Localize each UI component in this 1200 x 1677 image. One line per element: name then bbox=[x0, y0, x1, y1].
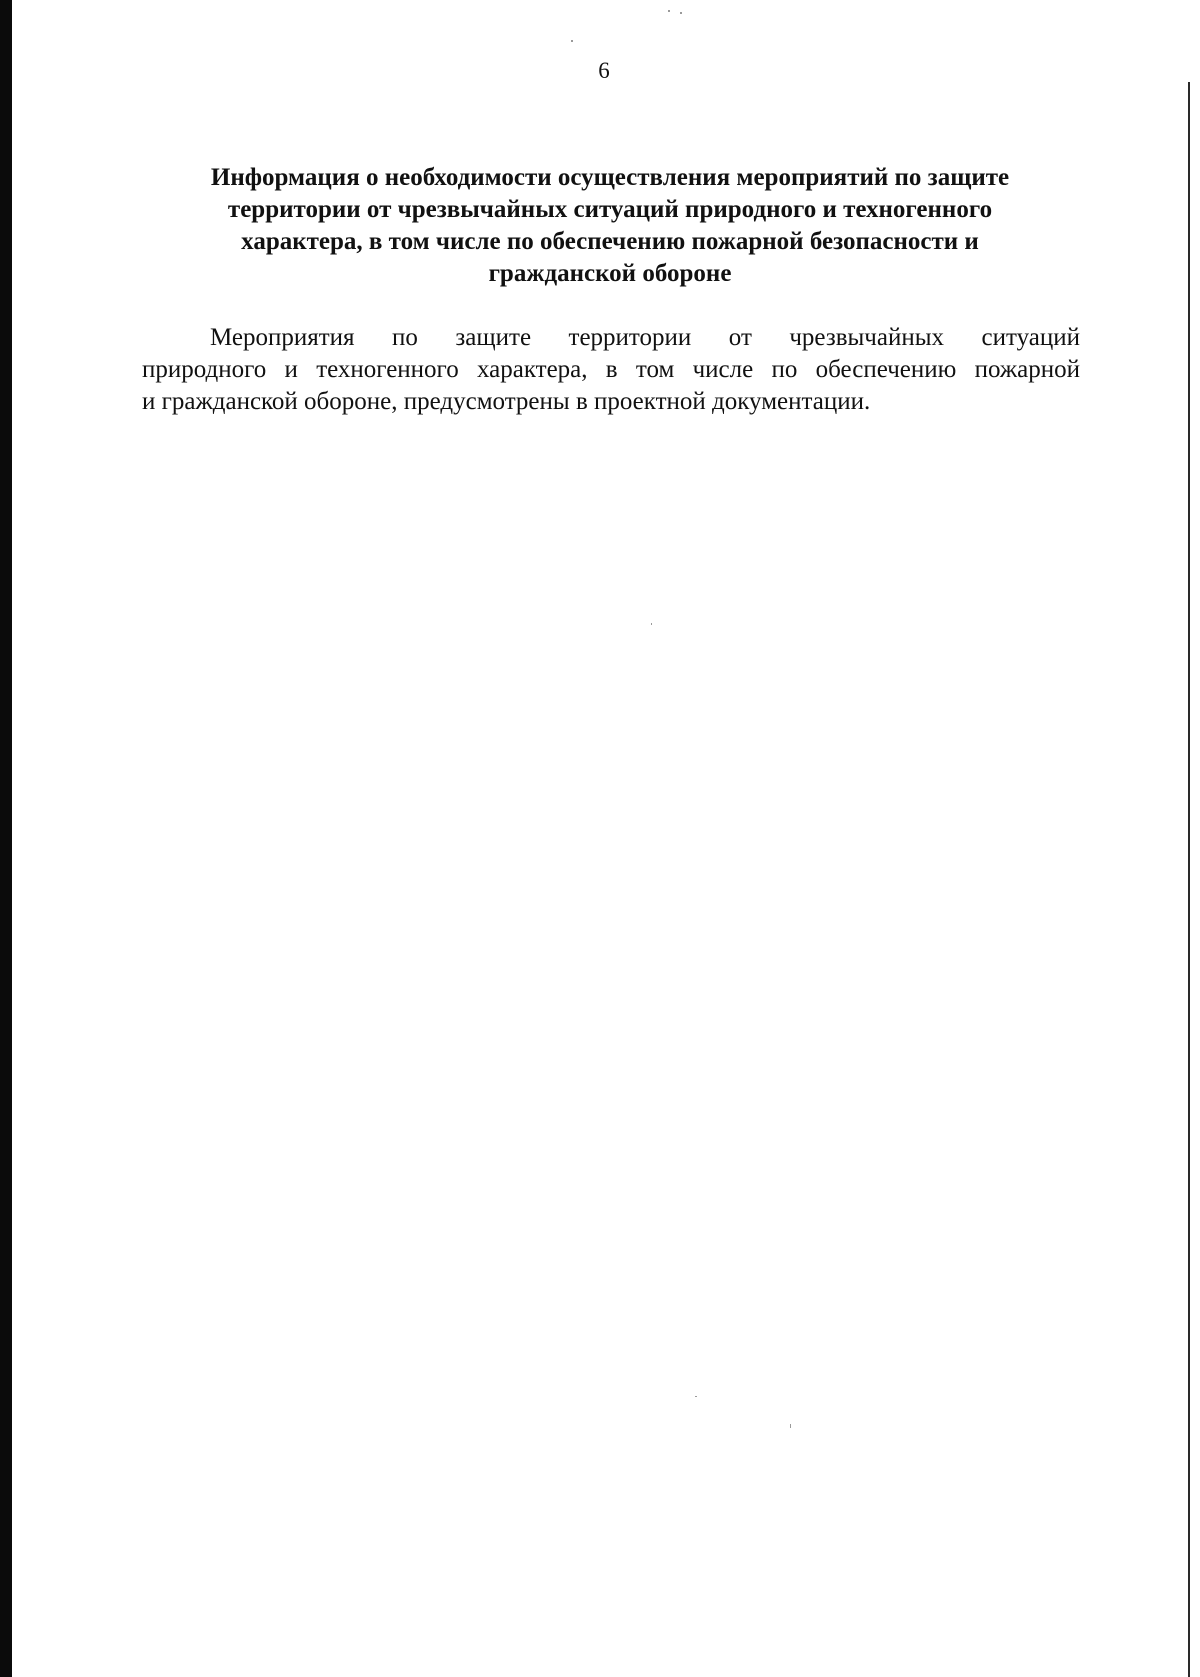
page-number: 6 bbox=[598, 58, 610, 83]
scan-speck bbox=[668, 10, 670, 12]
scan-speck bbox=[651, 623, 652, 625]
heading-line: гражданской обороне bbox=[488, 260, 732, 287]
scan-speck bbox=[680, 12, 682, 14]
heading-line: характера, в том числе по обеспечению пожарной безопасности и bbox=[241, 228, 979, 255]
scan-edge-left bbox=[0, 0, 12, 1677]
body-line: Мероприятия по защите территории от чрезвычайных ситуаций bbox=[210, 324, 1080, 351]
heading-line: Информация о необходимости осуществления мероприятий по защите bbox=[210, 164, 1010, 191]
scan-edge-right bbox=[1188, 82, 1190, 1677]
body-line: и гражданской обороне, предусмотрены в проектной документации. bbox=[142, 388, 871, 415]
body-line: природного и техногенного характера, в том числе по обеспечению пожарной bbox=[142, 356, 1080, 383]
scan-speck bbox=[790, 1424, 791, 1428]
section-heading bbox=[140, 162, 1080, 290]
scan-speck bbox=[571, 40, 573, 42]
scan-speck bbox=[695, 1396, 697, 1397]
body-paragraph bbox=[142, 322, 1080, 418]
heading-line: территории от чрезвычайных ситуаций природного и техногенного bbox=[227, 196, 993, 223]
